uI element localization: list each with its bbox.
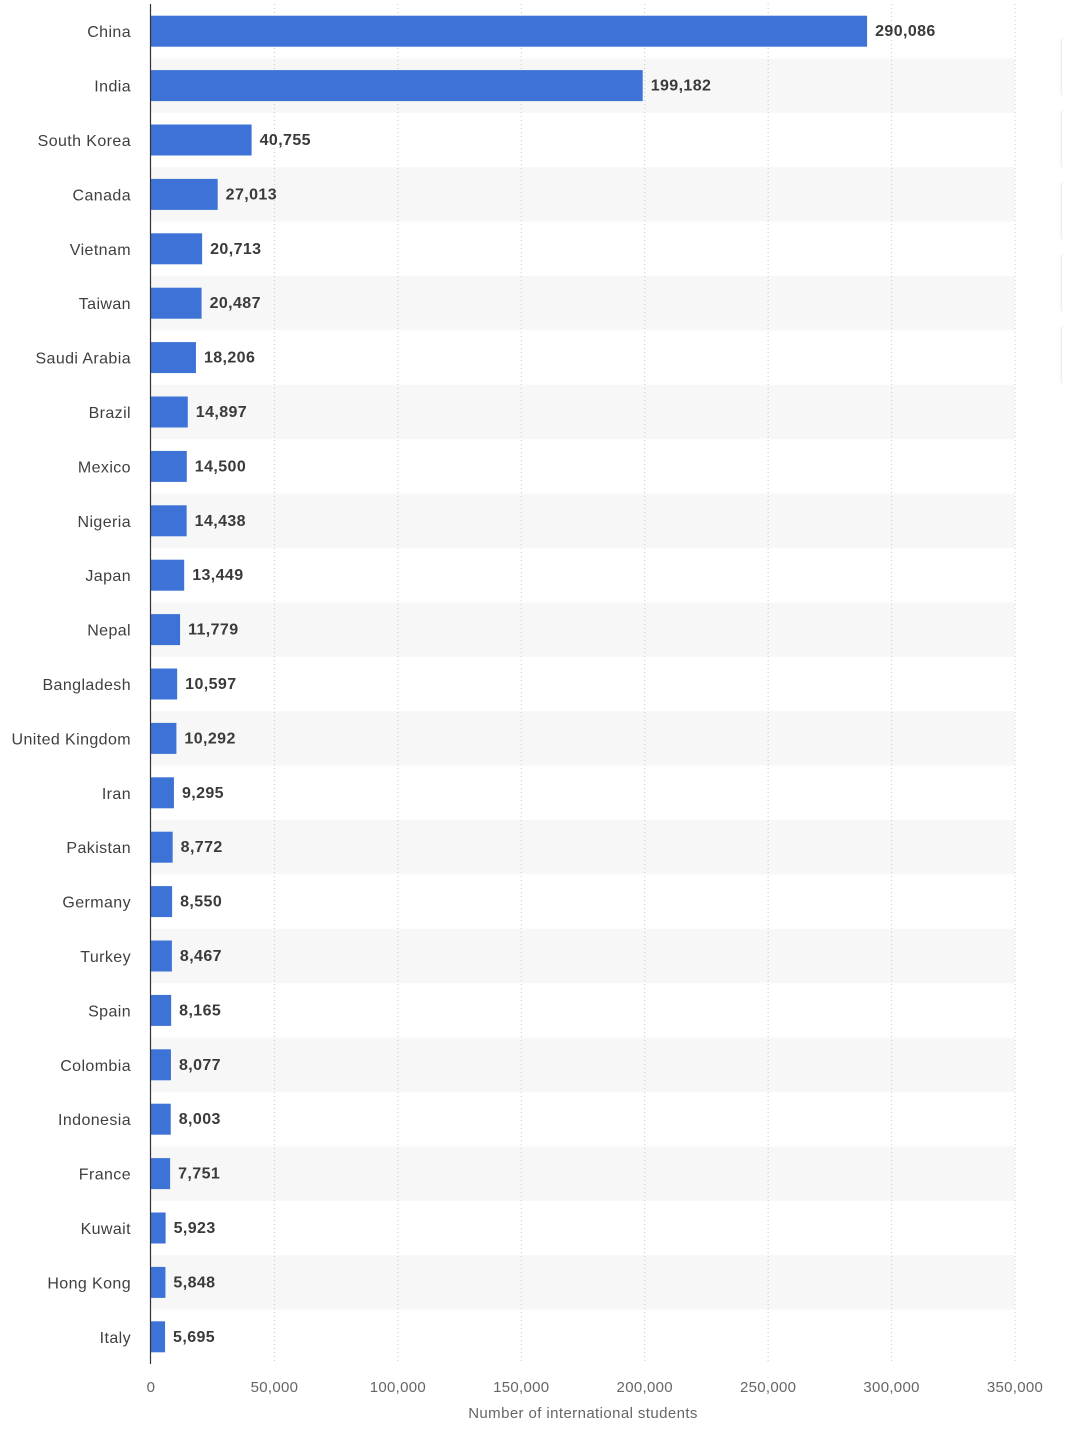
value-label: 8,165 [179,1002,222,1020]
bar[interactable] [151,995,171,1026]
bar[interactable] [151,342,196,373]
value-label: 27,013 [225,186,278,204]
category-label: India [94,78,131,96]
bar[interactable] [151,723,176,754]
value-label: 8,467 [179,948,222,965]
category-label: Spain [88,1003,131,1021]
side-tab-2[interactable] [1061,110,1066,168]
category-label: Saudi Arabia [35,350,131,368]
category-label: Hong Kong [47,1275,131,1293]
value-label: 20,713 [210,240,262,258]
row-band [151,1146,1015,1200]
bar[interactable] [151,1267,165,1298]
x-tick-label: 300,000 [863,1379,920,1396]
category-label: Nepal [87,622,131,640]
side-tab-1[interactable] [1061,38,1066,96]
bar[interactable] [151,397,188,428]
value-label: 18,206 [203,349,256,367]
bar[interactable] [151,233,202,264]
side-tab-4[interactable] [1061,254,1066,312]
bar[interactable] [151,941,172,972]
value-label: 11,779 [188,621,239,639]
bar[interactable] [151,125,252,156]
x-tick-label: 250,000 [739,1379,797,1396]
bar[interactable] [151,288,202,319]
bar[interactable] [151,886,172,917]
row-band [151,276,1015,330]
value-label: 14,500 [194,458,247,476]
bar[interactable] [151,614,180,645]
value-label: 7,751 [178,1165,221,1183]
value-label: 290,086 [875,23,936,41]
row-band [151,1255,1015,1309]
category-label: Italy [99,1329,131,1347]
category-label: Mexico [77,459,131,477]
value-label: 9,295 [181,784,224,802]
row-band [151,494,1015,548]
row-band [151,929,1015,983]
bar[interactable] [151,669,177,700]
category-label: South Korea [37,133,131,150]
bar[interactable] [151,505,187,536]
category-label: China [87,24,131,42]
x-tick-label: 200,000 [616,1379,673,1396]
category-label: Turkey [80,949,131,966]
category-label: Colombia [60,1057,131,1075]
value-label: 14,438 [194,512,246,530]
category-label: Brazil [88,405,131,422]
row-band [151,385,1015,439]
bar[interactable] [151,832,173,863]
category-label: Pakistan [66,840,131,858]
bar[interactable] [151,179,218,210]
category-label: France [78,1166,131,1184]
category-label: United Kingdom [11,731,131,749]
x-tick-label: 0 [146,1379,156,1396]
x-tick-label: 50,000 [250,1379,299,1396]
x-tick-label: 100,000 [369,1379,427,1396]
value-label: 5,848 [173,1274,216,1292]
value-label: 10,597 [185,676,237,693]
value-label: 8,077 [178,1056,221,1074]
value-label: 10,292 [184,730,236,748]
category-labels [12,24,132,1347]
bar[interactable] [151,1104,171,1135]
bar[interactable] [151,16,867,47]
value-label: 14,897 [195,404,248,421]
value-label: 8,772 [180,839,223,857]
row-band [151,711,1015,765]
category-label: Germany [62,894,131,912]
value-label: 8,003 [178,1111,221,1129]
row-bands [151,58,1015,1309]
value-label: 5,695 [173,1328,216,1346]
category-label: Japan [85,568,131,586]
row-band [151,1038,1015,1092]
category-label: Vietnam [69,241,131,259]
value-label: 40,755 [259,132,311,149]
bar[interactable] [151,1213,166,1244]
bar[interactable] [151,560,184,591]
value-label: 199,182 [650,77,712,95]
bar[interactable] [151,1049,171,1080]
category-label: Nigeria [77,513,131,531]
value-label: 8,550 [180,893,223,911]
category-label: Canada [72,187,131,205]
row-band [151,602,1015,656]
category-label: Bangladesh [42,677,131,694]
category-label: Indonesia [58,1112,131,1130]
bar[interactable] [151,1158,170,1189]
category-label: Kuwait [80,1221,131,1238]
x-tick-label: 150,000 [493,1379,550,1396]
row-band [151,167,1015,221]
category-label: Taiwan [78,296,131,314]
side-tab-3[interactable] [1061,182,1066,240]
x-tick-labels [147,1379,1043,1396]
bar[interactable] [151,70,643,101]
row-band [151,820,1015,874]
value-label: 20,487 [209,295,261,313]
bar[interactable] [151,1321,165,1352]
x-tick-label: 350,000 [986,1379,1044,1396]
bar[interactable] [151,777,174,808]
category-label: Iran [101,785,131,803]
value-label: 13,449 [192,567,244,585]
value-label: 5,923 [173,1220,216,1237]
bar[interactable] [151,451,187,482]
x-axis-title: Number of international students [468,1405,698,1422]
side-tab-5[interactable] [1061,326,1066,384]
